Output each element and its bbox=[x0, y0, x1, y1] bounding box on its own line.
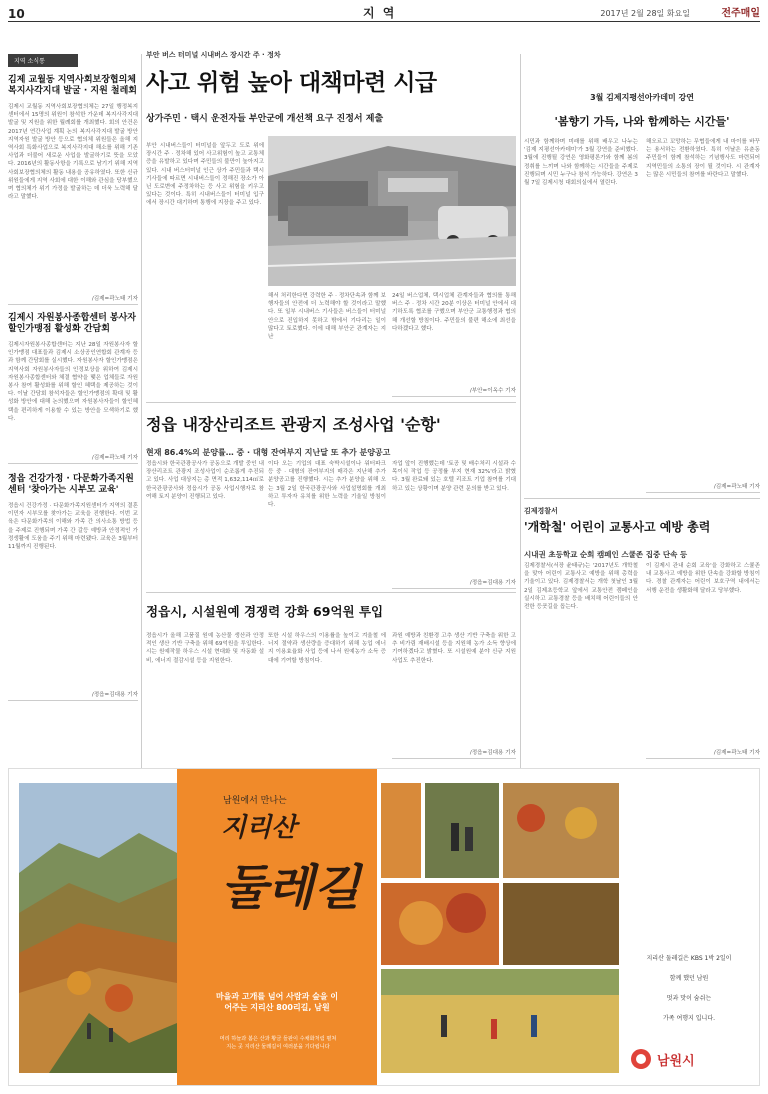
masthead: 전주매일 bbox=[721, 8, 760, 19]
byline: /정읍=김대용 기자 bbox=[392, 578, 516, 589]
story-body: 부안 시내버스들이 터미널을 앞두고 도로 위에 장시간 주 · 정차해 있어 사고위험이 높고 교통체증을 유발하고 있다며 주민들의 불만이 높아지고 있다. 시내 버스터미널 인근 상가 주민들과 택시 기사들에 따르면 시내버스들이 정해진 장소가 아닌 도로변에 주정차하는 등 사고 위험을 키우고 있다는 것이다. 특히 시내버스들이 터미널 입구에서 장시간 대기하며 통행에 지장을 주고 있다. bbox=[146, 143, 264, 207]
story-divider bbox=[146, 402, 516, 403]
story-body: 정읍시와 한국관광공사가 공동으로 개발 중인 내장산리조트 관광지 조성사업이 순조롭게 추진되고 있다. 사업 대상지는 총 면적 1,632,114㎡로 한국관광공사와 정읍시가 공동 사업시행자로 참여해 토지 분양이 진행되고 있다. bbox=[146, 461, 264, 500]
story-body: 김제시 교월동 지역사회보장협의체는 27일 행정복지센터에서 15명의 위원이 참석한 가운데 복지사각지대 발굴 및 지원을 위한 월례회를 개최했다. 회의 안건은 2017년 연간사업 계획 논의 복지사각지대 발굴 방안 지역자원 발굴 방안 등으로 협의체 위원들은 올해 지역사회 특화사업으로 복지사각지대 해소를 위해 기존 사업과 더불어 새로운 사업을 발굴하기로 뜻을 모았다. 2016년의 활동사항을 기록으로 남기기 위해 지역사회보장협의체의 활동 내용을 공유하였다. 또한 신규 위원들에게 지역 사회에 대한 이해와 관심을 당부했으며 협의체가 위기 가정을 발굴하는 데 더욱 노력해 달라고 말했다. bbox=[8, 104, 138, 201]
story-body: 김제경찰서(서장 윤태규)는 '2017년도 개학철을 맞아 어린이 교통사고 예방을 위해 총력을 기울이고 있다. 김제경찰서는 개학 첫날인 3월 2일 김제초등학교 앞에서 교통안전 캠페인을 실시하고 교통경찰 등을 배치해 어린이들의 안전한 등굣길을 돕는다. bbox=[524, 563, 638, 611]
story-body: 자업 앞이 진행했는데 '토공 및 배수처리 시설과 수목이식 작업 등 공정률 부지 현재 32%'라고 밝혔다. 3월 완료돼 있는 호텔 리조트 기업 참여를 기대하고 있는 상황이며 분양 관련 문의를 받고 있다. bbox=[392, 461, 516, 492]
subhead: 현재 86.4%의 분양률… 중 · 대형 잔여부지 지난달 또 추가 분양공고 bbox=[146, 448, 391, 457]
left-column bbox=[8, 54, 138, 701]
tourism-advertisement bbox=[8, 768, 760, 1086]
page-header bbox=[8, 4, 760, 22]
story-title: 정읍 건강가정 · 다문화가족지원센터 '찾아가는 시부모 교육' bbox=[8, 474, 134, 495]
byline: /정읍=김대용 기자 bbox=[8, 690, 138, 701]
section-title: 지 역 bbox=[363, 6, 397, 20]
traffic-subhead: 시내권 초등학교 순회 캠페인 스쿨존 집중 단속 등 bbox=[524, 550, 688, 559]
issue-date: 2017년 2월 28일 화요일 bbox=[600, 9, 690, 18]
story-body: 해서 처리한다면 강력한 주 · 정차단속과 함께 보행자들의 안전에 더 노력해야 할 것이라고 말했다. 또 일부 시내버스 기사들은 버스들이 터미널 안으로 진입하지 못하고 밖에서 기다리는 일이 많다고 토로했다. 이에 대해 부안군 관계자는 지난 bbox=[268, 293, 386, 341]
subhead: 상가주민 · 택시 운전자들 부안군에 개선책 요구 진정서 제출 bbox=[146, 114, 384, 124]
column-divider bbox=[141, 54, 142, 804]
story-title: 김제 교월동 지역사회보장협의체 복지사각지대 발굴 · 지원 철레회 bbox=[8, 75, 137, 96]
page-number: 10 bbox=[8, 7, 25, 21]
story-title: 김제시 자원봉사종합센터 봉사자 할인가맹점 활성화 간담회 bbox=[8, 313, 136, 334]
story-body: 이다 오는 기업의 대표 숙박시설이나 워터파크 등 중 · 대형의 잔여부지의 매각은 지난해 추가 분양공고를 진행했다. 시는 추가 분양을 위해 오는 3월 2일 한국관광공사와 사업설명회를 개최하고 투자자 유치를 위한 노력을 기울일 방침이다. bbox=[268, 461, 386, 509]
byline: /김제=곽노태 기자 bbox=[8, 453, 138, 464]
ad-big-title-1: 지리산 bbox=[221, 813, 297, 843]
story-divider bbox=[524, 498, 760, 499]
academy-subtitle: '봄향기 가득, 나와 함께하는 시간들' bbox=[554, 115, 730, 128]
byline: /부안=이옥수 기자 bbox=[392, 386, 516, 397]
caption-line: 지리산 둘레길은 KBS 1박 2일이 bbox=[646, 955, 732, 962]
ad-description: 머리 하늘과 봄은 산과 황금 들판이 수채화처럼 펼쳐지는 곳 지리산 둘레길이 여러분을 기다립니다 bbox=[219, 1036, 337, 1050]
traffic-title: '개학철' 어린이 교통사고 예방 총력 bbox=[524, 520, 711, 534]
story-divider bbox=[146, 592, 516, 593]
byline: /김제=곽노태 기자 bbox=[8, 294, 138, 305]
headline: 사고 위험 높아 대책마련 시급 bbox=[146, 70, 437, 96]
bus-terminal-photo bbox=[268, 136, 516, 286]
story-body: 시민과 함께하며 미래를 위해 배우고 나누는 '김제 지평선아카데미'가 3월 강연을 준비했다. 3월에 진행될 강연은 영화평론가와 함께 봄의 정취를 느끼며 나와 함께하는 시간들을 주제로 진행되며 시민 누구나 참석 가능하다. 강연은 3월 7일 김제시청 대회의실에서 열린다. bbox=[524, 139, 638, 187]
traffic-story bbox=[524, 506, 760, 560]
story-body: 정읍시 건강가정 · 다문화가족지원센터가 지역의 결혼이민자 시부모를 찾아가는 교육을 진행한다. 이번 교육은 다문화가족의 이해와 가족 간 의사소통 방법 등을 주제로 진행되며 가족 간 갈등 예방과 안정적인 가정생활에 도움을 주기 위해 마련됐다. 교육은 3월부터 11월까지 진행된다. bbox=[8, 503, 138, 551]
story-body: 해오르고 꼬망하는 무협들에게 내 마이를 바꾸는 용서하는 전환하였다. 특히 이날은 유춘동 주민들이 함께 참석하는 기념행사도 마련되어 지역민들의 소통의 장이 될 것이다. 시 관계자는 많은 시민들의 참여를 바란다고 말했다. bbox=[646, 139, 760, 178]
academy-title: 3월 김제지평선아카데미 강연 bbox=[590, 93, 694, 102]
ad-caption bbox=[623, 955, 755, 1023]
ad-title-panel bbox=[177, 769, 377, 1086]
photo-mosaic bbox=[381, 783, 619, 1073]
story-body: 정읍시가 올해 고품질 원예 농산물 생산과 안정적인 생산 기반 구축을 위해 69억원을 투입한다. 시는 원예작물 하우스 시설 현대화 및 자동화 설비, 에너지 절감시설 등을 지원한다. bbox=[146, 633, 264, 664]
resort-story bbox=[146, 412, 516, 458]
namwon-logo bbox=[631, 1049, 695, 1069]
story-body: 과원 예방과 친환경 고추 생산 기반 구축을 위한 고추 비가림 재배시설 등을 지원해 농가 소득 향상에 기여하겠다고 밝혔다. 또 시설원예 분야 신규 지원 사업도 추진한다. bbox=[392, 633, 516, 664]
story-body: 또한 시설 하우스의 이용률을 높이고 겨울철 에너지 절약과 생산량을 증대하기 위해 농업 에너지 이용효율화 사업 등에 나서 원예농가 소득 증대에 기여할 방침이다. bbox=[268, 633, 386, 664]
namwon-logo-icon bbox=[631, 1049, 651, 1069]
story-body: 24일 버스업체, 택시업체 관계자들과 협의를 통해 버스 주 · 정차 시간 20분 이상은 터미널 안에서 대기하도록 협조를 구했으며 부안군 교통행정과 협의해 개선할 방침이다. 주민들의 불편 해소에 최선을 다하겠다고 했다. bbox=[392, 293, 516, 332]
academy-story bbox=[524, 92, 760, 129]
caption-line: 멋과 맛이 숨쉬는 bbox=[666, 995, 712, 1002]
kicker: 부안 버스 터미널 시내버스 장시간 주 · 정차 bbox=[146, 51, 281, 59]
main-story bbox=[146, 50, 516, 124]
traffic-kicker: 김제경찰서 bbox=[524, 507, 558, 515]
mountain-photo bbox=[19, 783, 177, 1073]
byline: /김제=곽노태 기자 bbox=[646, 482, 760, 493]
byline: /정읍=김대용 기자 bbox=[392, 748, 516, 759]
byline: /김제=곽노태 기자 bbox=[646, 748, 760, 759]
story-body: 이 김제시 관내 순회 교육'을 강화하고 스쿨존 내 교통사고 예방을 위한 단속을 강화할 방침이다. 경찰 관계자는 어린이 보호구역 내에서는 서행 운전을 생활화해 달라고 당부했다. bbox=[646, 563, 760, 594]
caption-line: 가족 여행지 입니다. bbox=[662, 1015, 716, 1022]
logo-text: 남원시 bbox=[657, 1053, 695, 1069]
facility-headline: 정읍시, 시설원예 경쟁력 강화 69억원 투입 bbox=[146, 604, 384, 619]
column-divider bbox=[520, 54, 521, 804]
headline: 정읍 내장산리조트 관광지 조성사업 '순항' bbox=[146, 415, 441, 434]
ad-slogan: 마을과 고개를 넘어 사람과 숲을 이어주는 지리산 800리길, 남원 bbox=[215, 992, 339, 1012]
caption-line: 함께 했던 남원 bbox=[669, 975, 709, 982]
section-tag: 지역 소식통 bbox=[8, 54, 78, 67]
story-body: 김제시자원봉사종합센터는 지난 28일 자원봉사자 할인가맹점 대표들과 김제시 소상공인연합회 관계자 등과 함께 간담회를 실시했다. 자원봉사자 할인가맹점은 지역사회 자원봉사자들의 인정보상을 위하여 김제시 자원봉사종합센터와 체결 협약을 맺은 업체들로 자원봉사 참여 활성화를 위해 할인 혜택을 제공하는 것이다. 이날 간담회 참석자들은 할인가맹점의 확대 및 활성화 방안에 대해 논의했으며 자원봉사자들이 할인혜택을 편리하게 이용할 수 있는 방안을 모색하기로 했다. bbox=[8, 342, 138, 422]
ad-small-title: 남원에서 만나는 bbox=[223, 796, 287, 806]
ad-big-title-2: 둘레길 bbox=[221, 860, 361, 916]
